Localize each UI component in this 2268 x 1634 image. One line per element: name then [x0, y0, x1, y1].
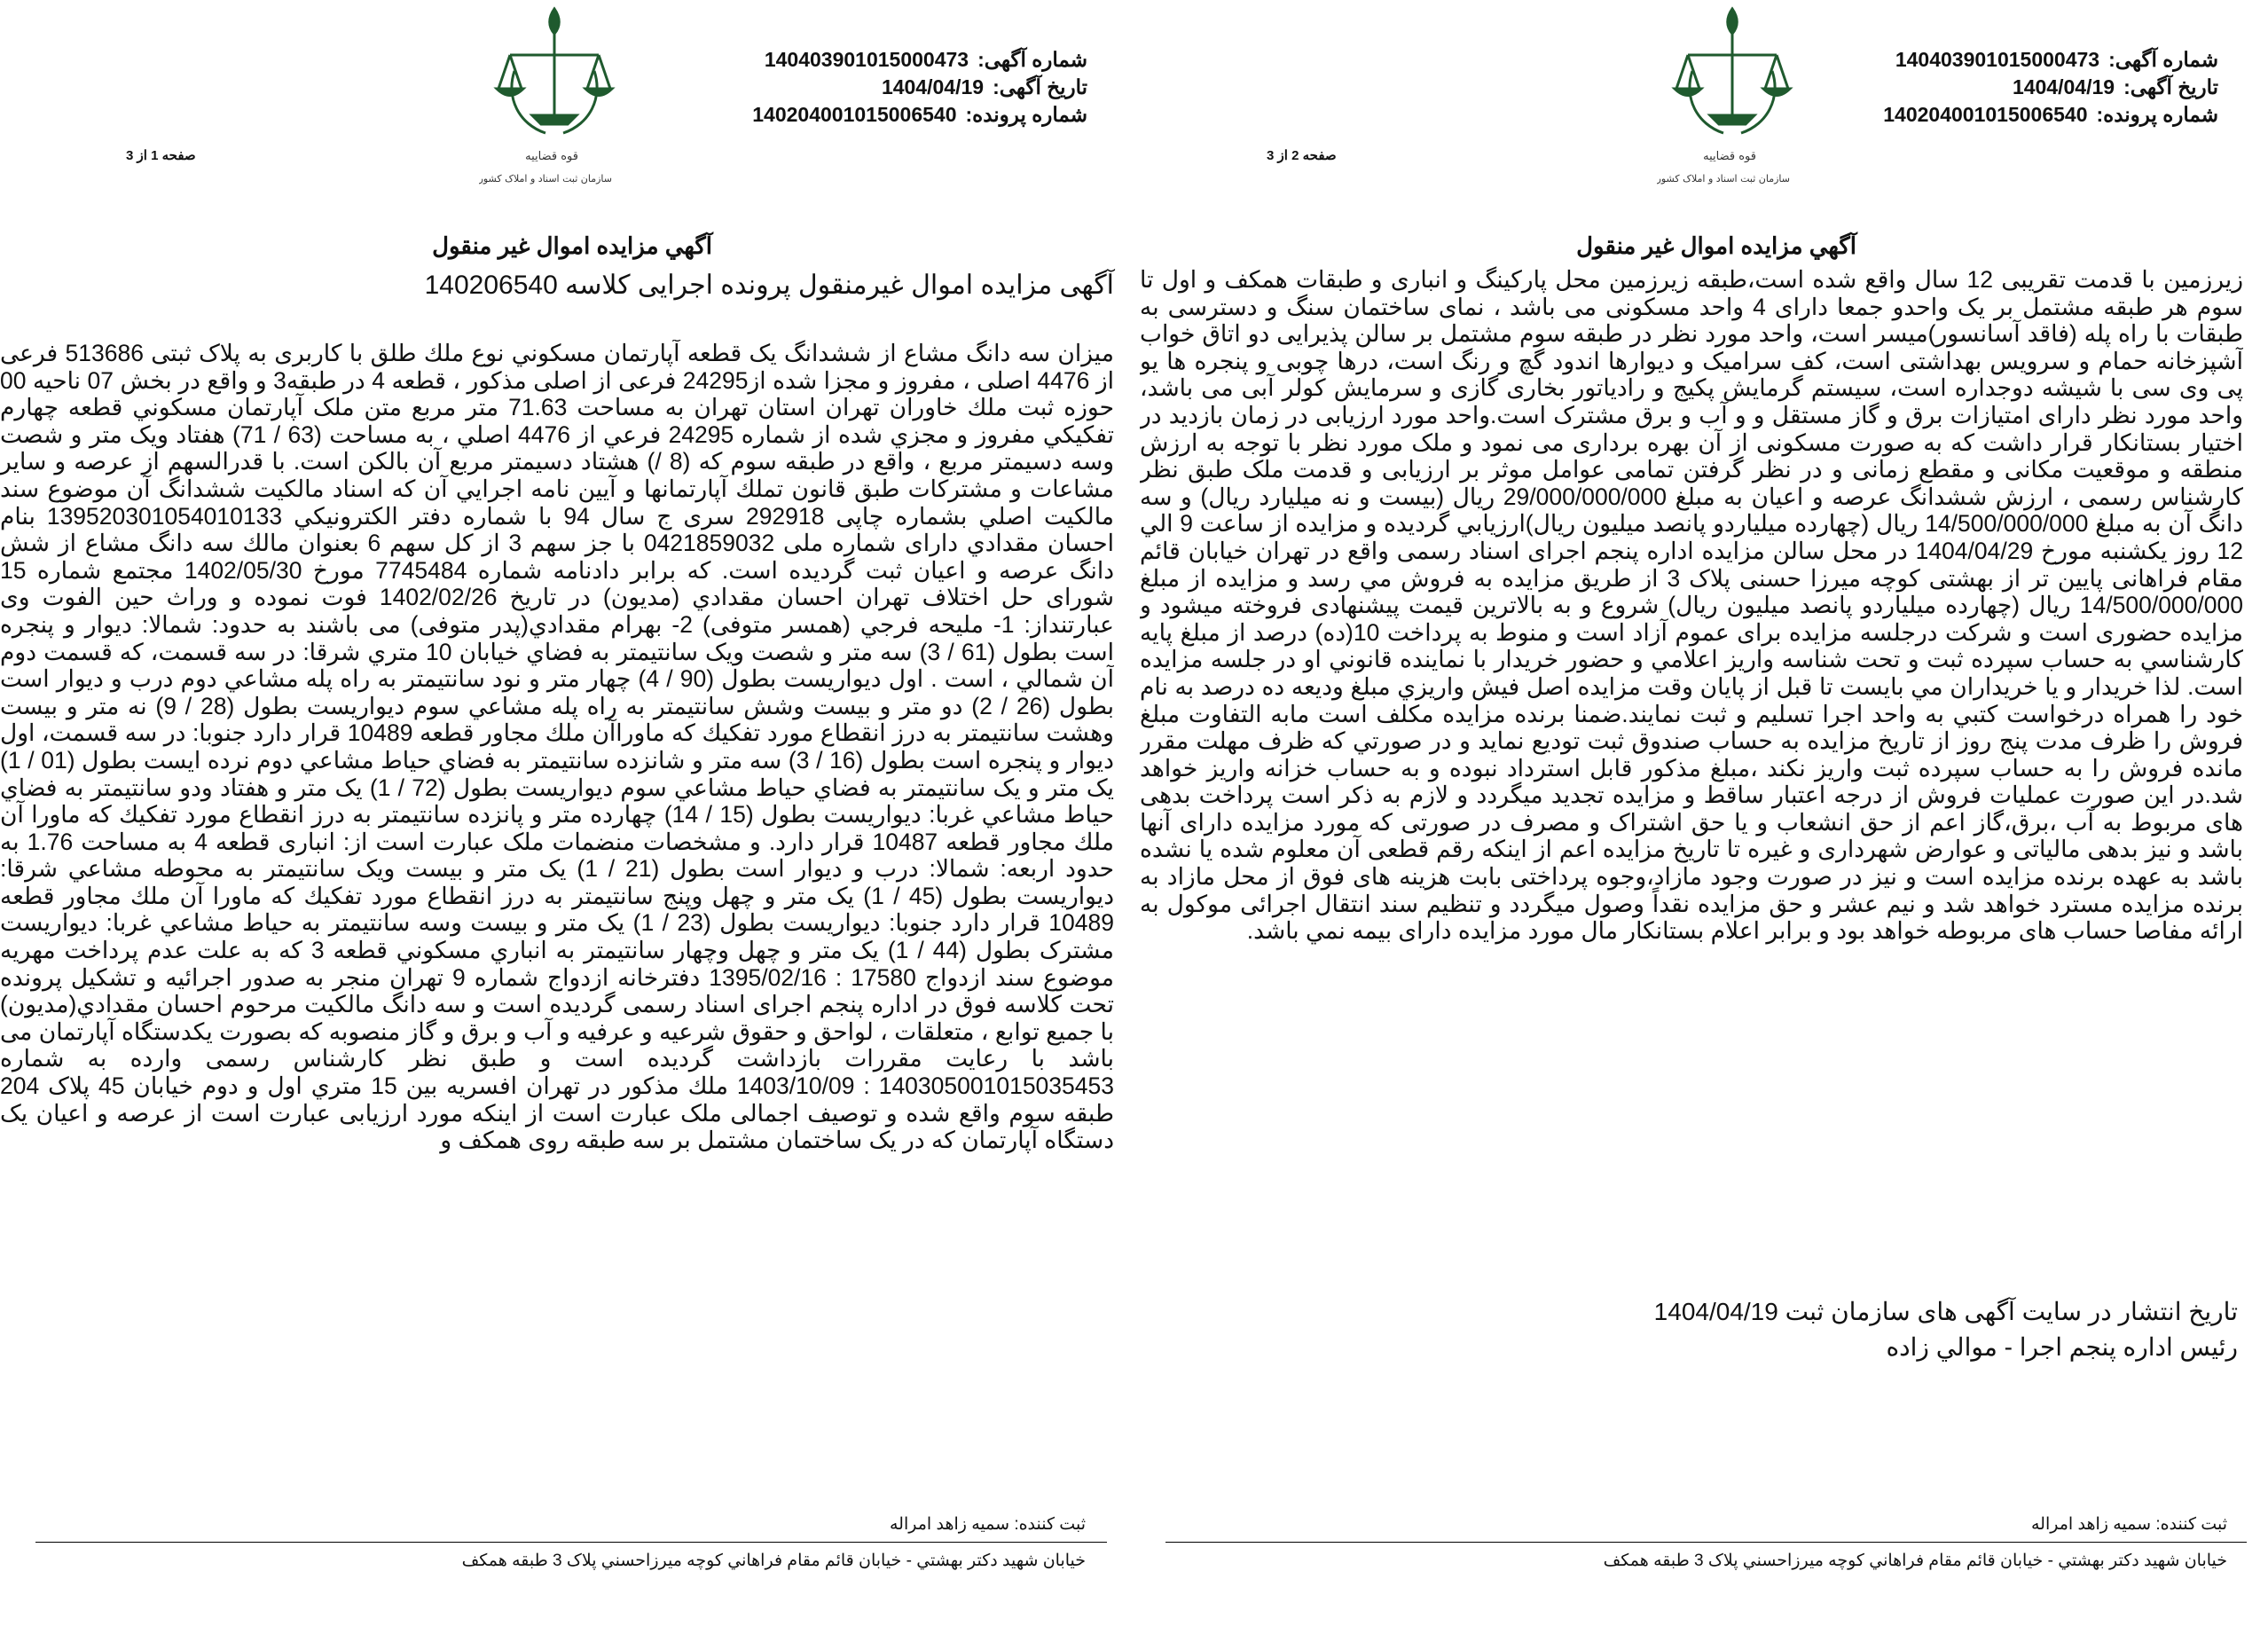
case-number: 140204001015006540 [1883, 103, 2088, 126]
ad-meta [752, 46, 1087, 129]
ad-date-label: تاریخ آگهی: [2123, 75, 2218, 98]
case-number: 140204001015006540 [752, 103, 957, 126]
footer-divider [1165, 1542, 2247, 1543]
ad-number-label: شماره آگهی: [977, 48, 1087, 71]
case-subtitle: آگهی مزایده اموال غیرمنقول پرونده اجرایی کلاسه 140206540 [424, 271, 1114, 300]
page-number: صفحه 2 از 3 [1267, 148, 1337, 163]
emblem-caption-2: سازمان ثبت اسناد و املاک کشور [479, 173, 612, 185]
registrar-label: ثبت کننده: [2155, 1515, 2227, 1534]
footer-address: خيابان شهيد دكتر بهشتي - خيابان قائم مقام فراهاني كوچه ميرزاحسني پلاک 3 طبقه همكف [461, 1552, 1086, 1570]
ad-number-label: شماره آگهی: [2108, 48, 2218, 71]
signatory: رئیس اداره پنجم اجرا - موالي زاده [1886, 1333, 2238, 1361]
registrar-line [2031, 1514, 2227, 1535]
auction-body-text: زیرزمین با قدمت تقریبی 12 سال واقع شده است،طبقه زیرزمین محل پارکینگ و انباری و طبقات همکف و اول تا سوم هر طبقه مشتمل بر یک واحدو جمعا دارای 4 واحد مسکونی می باشد ، نمای ساختمان سنگ و دسترسی به طبقات با راه پله (فاقد آسانسور)میسر است، واحد مورد نظر در طبقه سوم مشتمل بر سالن پذیرایی دو اتاق خواب آشپزخانه حمام و سرویس بهداشتی است، کف سرامیک و دیوارها اندود گچ و رنگ است، درها چوبی و پنجره ها یو پی وی سی با شیشه دوجداره است، سیستم گرمایش پکیج و رادیاتور بخاری گازی و سرمایش کولر آبی می باشد، واحد مورد نظر دارای امتیازات برق و گاز مستقل و و آب و برق مشترک است.واحد مورد ارزیابی در زمان بازدید در اختیار بستانکار قرار داشت که به صورت مسکونی از آن بهره برداری می نمود و ملک مورد نظر با توجه به ارزش منطقه و موقعیت مکانی و مقطع زمانی و در نظر گرفتن تمامی عوامل موثر بر ارزیابی و قدمت ملک طبق نظر کارشناس رسمی ، ارزش ششدانگ عرصه و اعیان به مبلغ 29/000/000/000 ریال (بیست و نه میلیارد ریال) و سه دانگ آن به مبلغ 14/500/000/000 ریال (چهارده میلیاردو پانصد میلیون ریال)ارزيابي گرديده و مزايده از ساعت 9 الي 12 روز یکشنبه مورخ 1404/04/29 در محل سالن مزایده اداره پنجم اجرای اسناد رسمی واقع در تهران خیابان قائم مقام فراهانی پایین تر از بهشتی کوچه میرزا حسنی پلاک 3 از طريق مزايده به فروش مي رسد و مزایده از مبلغ 14/500/000/000 ریال (چهارده میلیاردو پانصد میلیون ریال) شروع و به بالاترين قيمت پيشنهادی فروخته ميشود و مزایده حضوری است و شرکت درجلسه مزایده برای عموم آزاد است و منوط به پرداخت 10(ده) درصد از مبلغ پایه كارشناسي به حساب سپرده ثبت و تحت شناسه واريز اعلامي و حضور خريدار با نماينده قانوني او در جلسه مزايده است. لذا خريدار و يا خريداران مي بايست تا قبل از پايان وقت مزايده اصل فيش واريزي مبلغ وديعه ده درصد به نام خود را همراه درخواست كتبي به واحد اجرا تسليم و ثبت نمايند.ضمنا برنده مزایده مکلف است مابه التفاوت مبلغ فروش را ظرف مدت پنج روز از تاريخ مزايده به حساب صندوق ثبت توديع نمايد و در صورتي كه ظرف مهلت مقرر مانده فروش را به حساب سپرده ثبت واريز نكند ،مبلغ مذكور قابل استرداد نبوده و به حساب خزانه واريز خواهد شد.در اين صورت عمليات فروش از درجه اعتبار ساقط و مزايده تجديد ميگردد و لازم به ذكر است پرداخت بدهی های مربوط به آب ،برق،گاز اعم از حق انشعاب و یا حق اشتراک و مصرف در صورتی که مورد مزایده دارای آنها باشد و نیز بدهی مالیاتی و عوارض شهرداری و غیره تا تاریخ مزایده اعم از اینکه رقم قطعی آن معلوم شده یا نشده باشد به عهده برنده مزایده است و نیز در صورت وجود مازاد،وجوه پرداختی بابت هزینه های فوق از محل مازاد به برنده مزایده مسترد خواهد شد و نیم عشر و حق مزایده نقداً وصول میگردد و تنظیم سند انتقال اجرائی موکول به ارائه مفاصا حساب های مربوطه خواهد بود و برابر اعلام بستانکار مال مورد مزايده دارای بيمه نمي باشد. [1140, 266, 2243, 945]
emblem-caption-1: قوه قضاییه [1703, 150, 1756, 163]
footer-divider [35, 1542, 1107, 1543]
registrar-name: سمیه زاهد امراله [890, 1515, 1010, 1534]
page-2 [1134, 0, 2268, 1634]
registrar-label: ثبت کننده: [1014, 1515, 1086, 1534]
registrar-line [890, 1514, 1086, 1535]
publish-line [1654, 1295, 2238, 1329]
case-number-label: شماره پرونده: [2096, 103, 2218, 126]
judiciary-emblem-icon [479, 0, 630, 195]
ad-date: 1404/04/19 [881, 75, 985, 98]
ad-number: 140403901015000473 [1895, 48, 2100, 71]
ad-date-label: تاریخ آگهی: [993, 75, 1087, 98]
page-number: صفحه 1 از 3 [126, 148, 196, 163]
page-title: آگهي مزايده اموال غير منقول [1576, 232, 1856, 259]
emblem-caption-1: قوه قضاییه [525, 150, 578, 163]
ad-date: 1404/04/19 [2012, 75, 2115, 98]
ad-number: 140403901015000473 [764, 48, 969, 71]
page-title: آگهي مزايده اموال غير منقول [432, 232, 712, 259]
judiciary-emblem-icon [1657, 0, 1808, 195]
publish-label: تاریخ انتشار در سایت آگهی های سازمان ثبت [1785, 1298, 2238, 1325]
case-number-label: شماره پرونده: [965, 103, 1087, 126]
registrar-name: سمیه زاهد امراله [2031, 1515, 2152, 1534]
auction-body-text: میزان سه دانگ مشاع از ششدانگ یک قطعه آپارتمان مسكوني نوع ملك طلق با كاربری به پلاک ثبتی 513686 فرعی از 4476 اصلی ، مفروز و مجزا شده از24295 فرعی از اصلی مذکور ، قطعه 4 در طبقه3 و واقع در بخش 07 ناحیه 00 حوزه ثبت ملك خاوران تهران استان تهران به مساحت 71.63 متر مربع متن ملک آپارتمان مسكوني قطعه چهارم تفكيكي مفروز و مجزي شده از شماره 24295 فرعي از 4476 اصلي ، به مساحت (63 / 71) هفتاد ویک متر و شصت وسه دسیمتر مربع ، واقع در طبقه سوم كه (8 /) هشتاد دسیمتر مربع آن بالکن است. با قدرالسهم از عرصه و ساير مشاعات و مشتركات طبق قانون تملك آپارتمانها و آيين نامه اجرايي آن که اسناد مالکیت ششدانگ آن موضوع سند مالكيت اصلي بشماره چاپی 292918 سری ج سال 94 با شماره دفتر الكترونيكي 139520301054010133 بنام احسان مقدادي دارای شماره ملی 0421859032 با جز سهم 3 از کل سهم 6 بعنوان مالك سه دانگ مشاع از شش دانگ عرصه و اعیان ثبت گردیده است. كه برابر دادنامه شماره 7745484 مورخ 1402/05/30 مجتمع شماره 15 شورای حل اختلاف تهران احسان مقدادي (مدیون) در تاریخ 1402/02/26 فوت نموده و وراث حین الفوت وی عبارتنداز: 1- ملیحه فرجي (همسر متوفی) 2- بهرام مقدادي(پدر متوفی) می باشند به حدود: شمالا: ديوار و پنجره است بطول (61 / 3) سه متر و شصت ويک سانتيمتر به فضاي خيابان 10 متري شرقا: در سه قسمت، كه قسمت دوم آن شمالي ، است . اول ديواريست بطول (90 / 4) چهار متر و نود سانتيمتر به راه پله مشاعي دوم درب و ديوار است بطول (26 / 2) دو متر و بيست وشش سانتيمتر به راه پله مشاعي سوم ديواريست بطول (28 / 9) نه متر و بيست وهشت سانتيمتر به درز انقطاع مورد تفكيك كه ماوراآن ملك مجاور قطعه 10489 قرار دارد جنوبا: در سه قسمت، اول ديوار و پنجره است بطول (16 / 3) سه متر و شانزده سانتيمتر به فضاي حياط مشاعي دوم نرده ايست بطول (01 / 1) يک متر و يک سانتيمتر به فضاي حياط مشاعي سوم ديواريست بطول (72 / 1) يک متر و هفتاد ودو سانتيمتر به فضاي حياط مشاعي غربا: ديواريست بطول (15 / 14) چهارده متر و پانزده سانتيمتر به درز انقطاع مورد تفكيك كه ماورا آن ملك مجاور قطعه 10487 قرار دارد. و مشخصات منضمات ملک عبارت است از: انباری قطعه 4 به مساحت 1.76 به حدود اربعه: شمالا: درب و ديوار است بطول (21 / 1) يک متر و بيست ويک سانتيمتر به محوطه مشاعي شرقا: ديواريست بطول (45 / 1) يک متر و چهل وپنج سانتيمتر به درز انقطاع مورد تفكيك كه ماورا آن ملك مجاور قطعه 10489 قرار دارد جنوبا: ديواريست بطول (23 / 1) يک متر و بيست وسه سانتيمتر به حياط مشاعي غربا: ديواريست مشترک بطول (44 / 1) يک متر و چهل وچهار سانتيمتر به انباري مسكوني قطعه 3 كه به علت عدم پرداخت مهریه موضوع سند ازدواج 17580 : 1395/02/16 دفترخانه ازدواج شماره 9 تهران منجر به صدور اجرائیه و تشکیل پرونده تحت كلاسه فوق در اداره پنجم اجرای اسناد رسمی گردیده است و سه دانگ مالکیت مرحوم احسان مقدادي(مدیون) با جميع توابع ، متعلقات ، لواحق و حقوق شرعیه و عرفیه و آب و برق و گاز منصوبه كه بصورت يكدستگاه آپارتمان می باشد با رعایت مقررات بازداشت گردیده است و طبق نظر کارشناس رسمی وارده به شماره 140305001015035453 : 1403/10/09 ملك مذکور در تهران افسریه بین 15 متري اول و دوم خيابان 45 پلاک 204 طبقه سوم واقع شده و توصیف اجمالی ملک عبارت است از اینکه مورد ارزیابی عبارت است از عرصه و اعیان یک دستگاه آپارتمان که در یک ساختمان مشتمل بر سه طبقه روی همکف و [0, 340, 1114, 1154]
publish-date: 1404/04/19 [1653, 1298, 1778, 1325]
ad-meta [1883, 46, 2218, 129]
footer-address: خيابان شهيد دكتر بهشتي - خيابان قائم مقام فراهاني كوچه ميرزاحسني پلاک 3 طبقه همكف [1603, 1552, 2227, 1570]
emblem-caption-2: سازمان ثبت اسناد و املاک کشور [1657, 173, 1790, 185]
